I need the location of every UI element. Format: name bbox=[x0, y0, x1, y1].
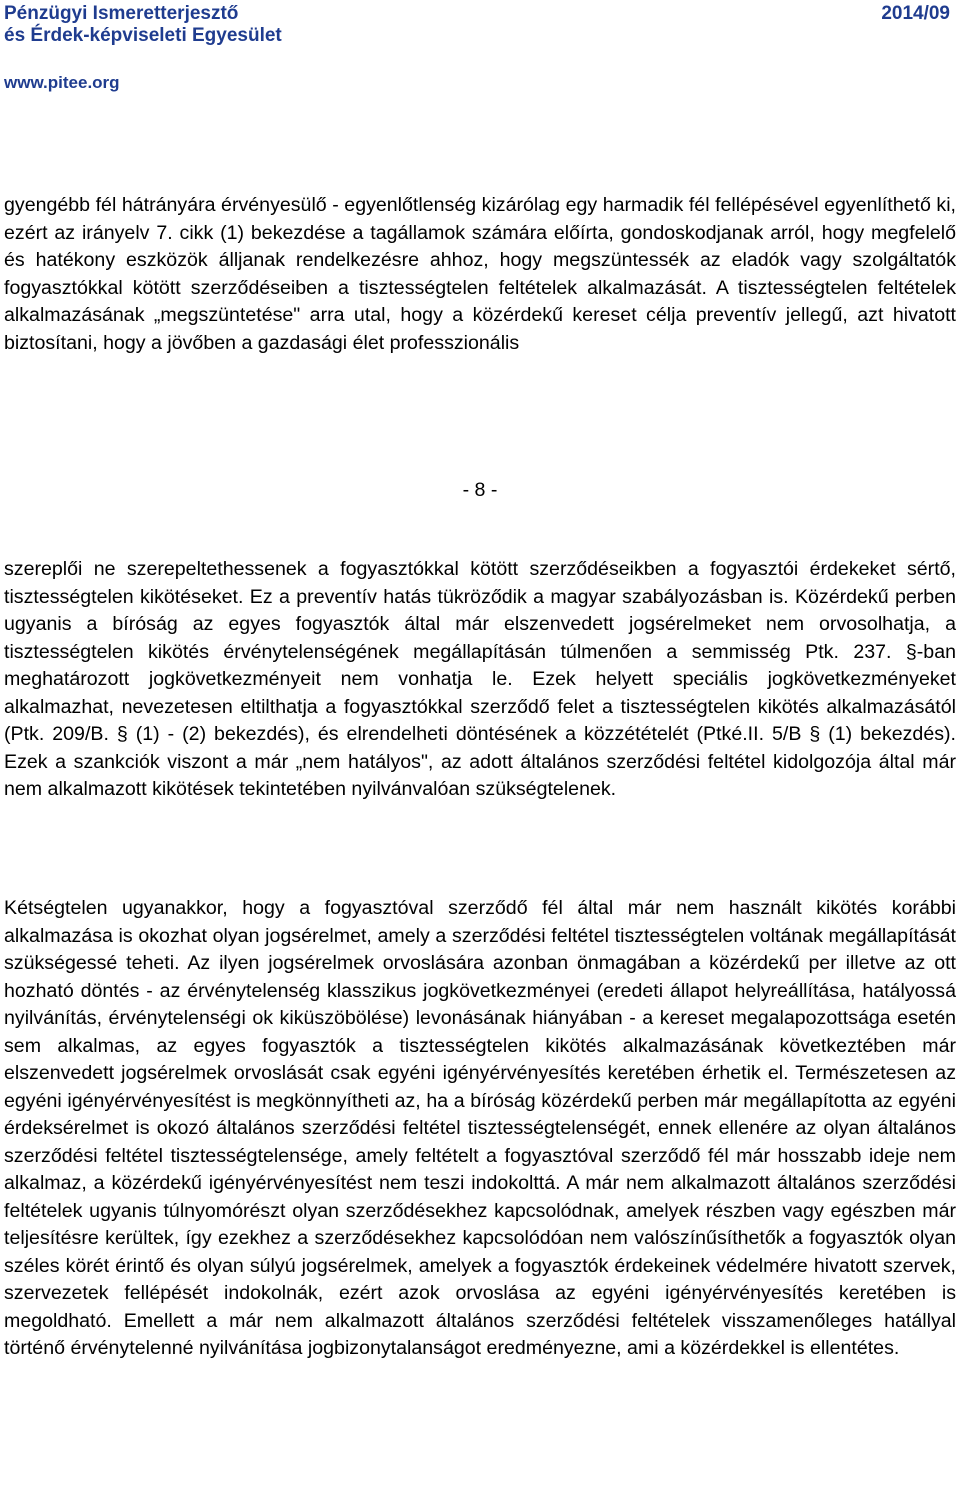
text-block-middle bbox=[4, 556, 956, 804]
body-paragraph: gyengébb fél hátrányára érvényesülő - egyenlőtlenség kizárólag egy harmadik fél fellépésével egyenlíthető ki, ezért az irányelv 7. cikk (1) bekezdése a tagállamok számára előírta, gondoskodjanak arról, hogy megfelelő és hatékony eszközök álljanak rendelkezésre ahhoz, hogy megszüntessék az eladók vagy szolgáltatók fogyasztókkal kötött szerződéseiben a tisztességtelen feltételek alkalmazását. A tisztességtelen feltételek alkalmazásának „megszüntetése" arra utal, hogy a közérdekű kereset célja preventív jellegű, azt hivatott biztosítani, hogy a jövőben a gazdasági élet professzionális bbox=[4, 194, 956, 354]
body-paragraph: szereplői ne szerepeltethessenek a fogyasztókkal kötött szerződéseikben a fogyasztói érdekeket sértő, tisztességtelen kikötéseket. Ez a preventív hatás tükröződik a magyar szabályozásban is. Közérdekű perben ugyanis a bíróság az egyes fogyasztók által már elszenvedett jogsérelmeket nem orvosolhatja, a tisztességtelen kikötés érvénytelenségének megállapításán túlmenően a semmisség Ptk. 237. §-ban meghatározott jogkövetkezményeit nem vonhatja le. Ezek helyett speciális jogkövetkezményeket alkalmazhat, nevezetesen eltilthatja a fogyasztókkal szerződő felet a tisztességtelen kikötés alkalmazásától (Ptk. 209/B. § (1) - (2) bekezdés), és elrendelheti döntésének a közzétételét (Ptké.II. 5/B § (1) bekezdés). Ezek a szankciók viszont a már „nem hatályos", az adott általános szerződési feltétel kidolgozója által már nem alkalmazott kikötések tekintetében nyilvánvalóan szükségtelenek. bbox=[4, 558, 956, 800]
page-number: - 8 - bbox=[462, 479, 498, 501]
organization-name-line2: és Érdek-képviseleti Egyesület bbox=[4, 25, 282, 46]
website-link[interactable]: www.pitee.org bbox=[4, 73, 120, 92]
organization-name bbox=[4, 3, 282, 47]
organization-name-line1: Pénzügyi Ismeretterjesztő bbox=[4, 3, 239, 24]
text-block-top bbox=[4, 192, 956, 357]
text-block-bottom bbox=[4, 895, 956, 1363]
issue-date: 2014/09 bbox=[881, 3, 950, 24]
body-paragraph: Kétségtelen ugyanakkor, hogy a fogyasztóval szerződő fél által már nem használt kikötés korábbi alkalmazása is okozhat olyan jogsérelmet, amely a szerződési feltétel tisztességtelen voltának megállapítását szükségessé teheti. Az ilyen jogsérelmek orvoslására azonban önmagában a közérdekű per illetve az ott hozható döntés - az érvénytelenség klasszikus jogkövetkezményei (eredeti állapot helyreállítása, hatályossá nyilvánítás, érvénytelenségi ok kiküszöbölése) levonásának hiányában - a kereset megalapozottsága esetén sem alkalmas, az egyes fogyasztók a tisztességtelen kikötés alkalmazásának következtében már elszenvedett jogsérelmek orvoslását csak egyéni igényérvényesítés keretében érhetik el. Természetesen az egyéni igényérvényesítést is megkönnyítheti az, ha a bíróság közérdekű perben már megállapította az egyéni érdeksérelmet is okozó általános szerződési feltétel tisztességtelenségét, ennek ellenére az olyan általános szerződési feltétel tisztességtelensége, amely feltételt a fogyasztóval szerződő fél már hosszabb ideje nem alkalmaz, a közérdekű igényérvényesítést nem teszi indokolttá. A már nem alkalmazott általános szerződési feltételek ugyanis túlnyomórészt olyan szerződésekhez kapcsolódnak, amelyek részben vagy egészben már teljesítésre kerültek, így ezekhez a szerződésekhez kapcsolódóan nem valószínűsíthetők a fogyasztók olyan széles körét érintő és olyan súlyú jogsérelmek, amelyek a fogyasztók érdekeinek védelmére hivatott szervek, szervezetek fellépését indokolnák, ezért azok orvoslása az egyéni igényérvényesítés keretében is megoldható. Emellett a már nem alkalmazott általános szerződési feltételek visszamenőleges hatállyal történő érvénytelenné nyilvánítása jogbizonytalanságot eredményezne, ami a közérdekkel is ellentétes. bbox=[4, 897, 956, 1359]
page-header bbox=[4, 0, 954, 100]
